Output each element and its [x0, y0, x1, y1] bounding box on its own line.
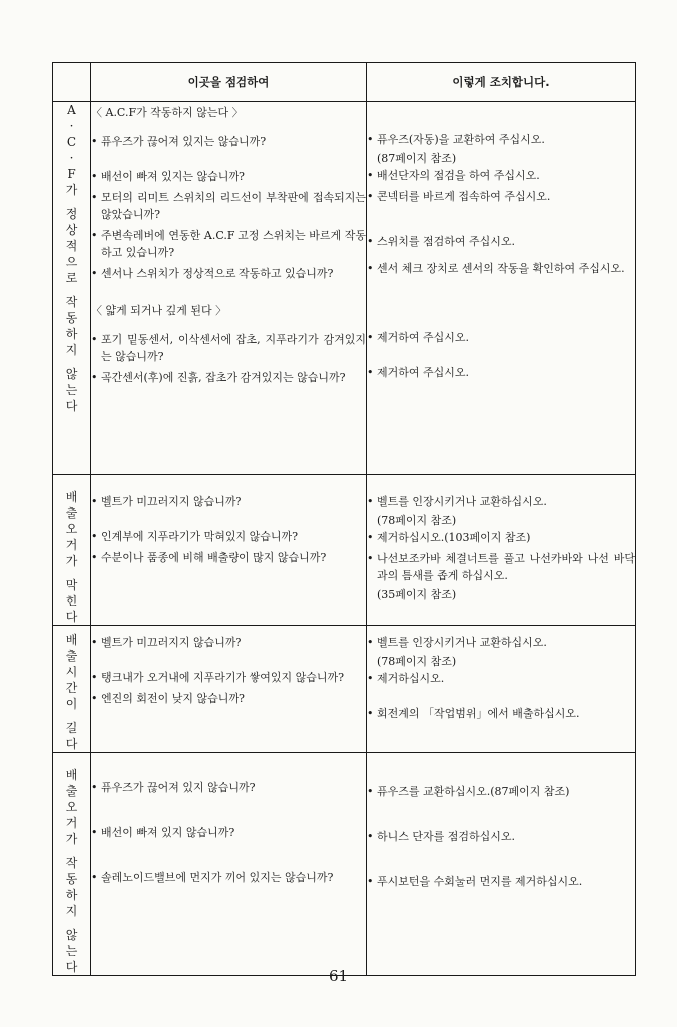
action-item: • 나선보조카바 체결너트를 풀고 나선카바와 나선 바닥과의 틈새를 좁게 하십시오. — [367, 550, 635, 584]
table-row — [53, 102, 636, 475]
action-item: • 제거하여 주십시오. — [367, 329, 635, 346]
action-cell — [367, 475, 636, 626]
check-item: • 모터의 리미트 스위치의 리드선이 부착판에 접속되지는 않았습니까? — [91, 189, 366, 223]
page-reference: (87페이지 참조) — [377, 152, 457, 165]
check-item: • 배선이 빠져 있지는 않습니까? — [91, 168, 366, 185]
action-item: • 콘넥터를 바르게 접속하여 주십시오. — [367, 188, 635, 205]
category-cell — [53, 102, 91, 475]
check-item: • 수분이나 품종에 비해 배출량이 많지 않습니까? — [91, 549, 366, 566]
action-item: • 스위치를 점검하여 주십시오. — [367, 233, 635, 250]
action-item: • 제거하여 주십시오. — [367, 364, 635, 381]
action-item: • 제거하십시오.(103페이지 참조) — [367, 529, 635, 546]
table-row — [53, 475, 636, 626]
check-item: • 퓨우즈가 끊어져 있지 않습니까? — [91, 779, 366, 796]
action-cell — [367, 753, 636, 976]
action-item: • 제거하십시오. — [367, 670, 635, 687]
action-cell — [367, 102, 636, 475]
check-item: • 인계부에 지푸라기가 막혀있지 않습니까? — [91, 528, 366, 545]
action-item: • 벨트를 인장시키거나 교환하십시오. — [367, 493, 635, 510]
action-item: • 센서 체크 장치로 센서의 작동을 확인하여 주십시오. — [367, 260, 635, 277]
table-header-row — [53, 63, 636, 102]
check-cell — [91, 102, 367, 475]
action-item: • 회전계의 「작업범위」에서 배출하십시오. — [367, 705, 635, 722]
check-item: • 벨트가 미끄러지지 않습니까? — [91, 493, 366, 510]
action-item: • 하니스 단자를 점검하십시오. — [367, 828, 635, 845]
check-item: • 탱크내가 오거내에 지푸라기가 쌓여있지 않습니까? — [91, 669, 366, 686]
page-reference: (78페이지 참조) — [377, 655, 457, 668]
action-item: • 퓨우즈(자동)을 교환하여 주십시오. — [367, 131, 635, 148]
check-item: • 퓨우즈가 끊어져 있지는 않습니까? — [91, 133, 366, 150]
action-item: • 벨트를 인장시키거나 교환하십시오. — [367, 634, 635, 651]
check-item: • 센서나 스위치가 정상적으로 작동하고 있습니까? — [91, 265, 366, 282]
category-cell — [53, 475, 91, 626]
header-category — [53, 63, 91, 102]
category-cell — [53, 753, 91, 976]
check-cell — [91, 475, 367, 626]
check-item: • 주변속레버에 연동한 A.C.F 고정 스위치는 바르게 작동하고 있습니까? — [91, 227, 366, 261]
table-row — [53, 626, 636, 753]
troubleshooting-table — [52, 62, 636, 976]
category-label: 배 출 오 거 가 작 동 하 지 않 는 다 — [65, 768, 78, 974]
check-item: • 곡간센서(후)에 진흙, 잡초가 감겨있지는 않습니까? — [91, 369, 366, 386]
check-item: • 포기 밑동센서, 이삭센서에 잡초, 지푸라기가 감겨있지는 않습니까? — [91, 331, 366, 365]
page-number: 61 — [328, 967, 349, 985]
action-item: • 푸시보턴을 수회눌러 먼지를 제거하십시오. — [367, 873, 635, 890]
action-cell — [367, 626, 636, 753]
action-item: • 퓨우즈를 교환하십시오.(87페이지 참조) — [367, 783, 635, 800]
page-reference: (78페이지 참조) — [377, 514, 457, 527]
category-label: A · C · F 가 정 상 적 으 로 작 동 하 지 않 는 다 — [65, 103, 78, 413]
sub-heading: 〈 A.C.F가 작동하지 않는다 〉 — [91, 106, 243, 119]
check-item: • 배선이 빠져 있지 않습니까? — [91, 824, 366, 841]
check-item: • 벨트가 미끄러지지 않습니까? — [91, 634, 366, 651]
check-cell — [91, 626, 367, 753]
category-label: 배 출 시 간 이 길 다 — [65, 633, 78, 751]
check-item: • 엔진의 회전이 낮지 않습니까? — [91, 690, 366, 707]
check-cell — [91, 753, 367, 976]
check-item: • 솔레노이드밸브에 먼지가 끼어 있지는 않습니까? — [91, 869, 366, 886]
category-cell — [53, 626, 91, 753]
category-label: 배 출 오 거 가 막 힌 다 — [65, 490, 78, 624]
page-reference: (35페이지 참조) — [377, 588, 457, 601]
header-action: 이렇게 조치합니다. — [367, 63, 636, 102]
sub-heading: 〈 얇게 되거나 깊게 된다 〉 — [91, 304, 227, 317]
table-row — [53, 753, 636, 976]
action-item: • 배선단자의 점검을 하여 주십시오. — [367, 167, 635, 184]
header-check: 이곳을 점검하여 — [91, 63, 367, 102]
